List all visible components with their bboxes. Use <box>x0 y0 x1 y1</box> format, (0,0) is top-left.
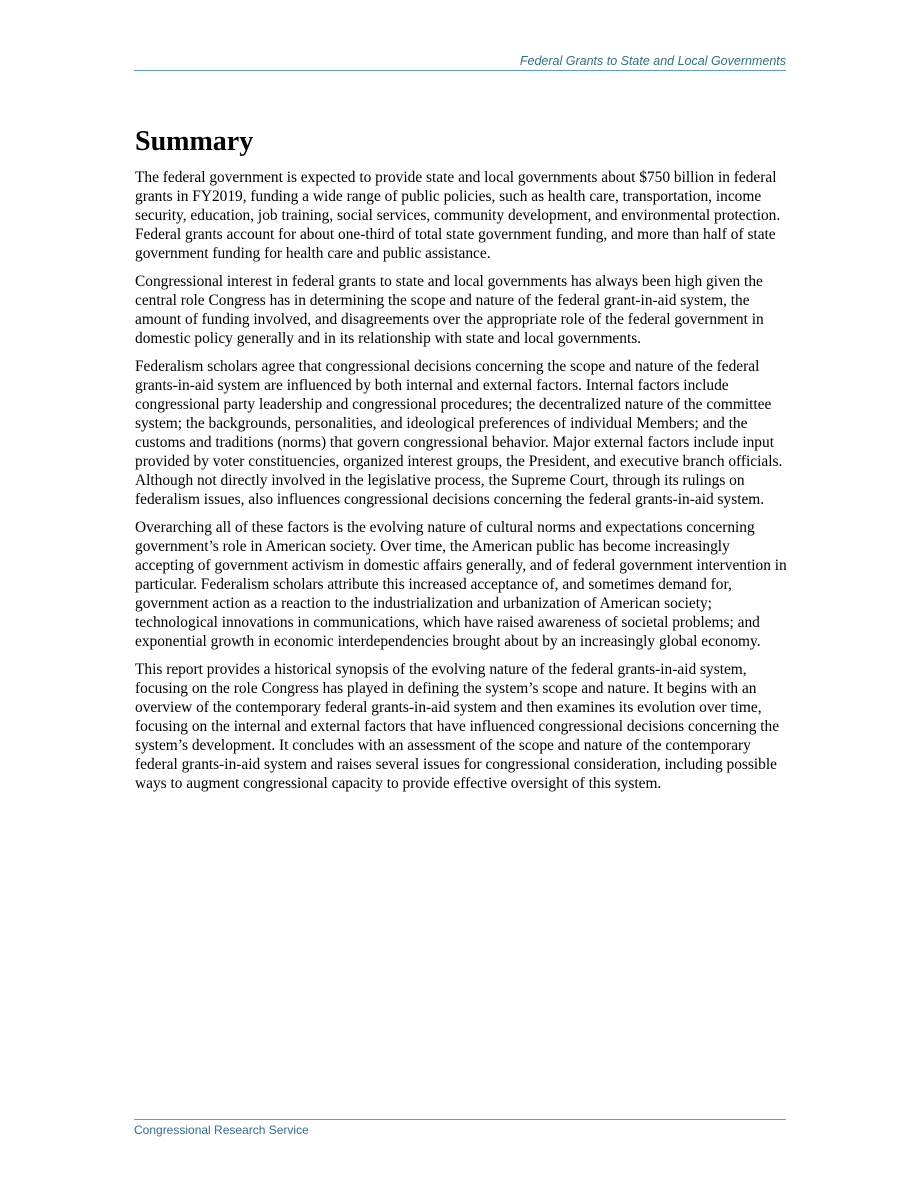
summary-paragraph-5: This report provides a historical synopsis of the evolving nature of the federal grants-in-aid system, focusing on the role Congress has played in defining the system’s scope and nature. It begins with an overview of the contemporary federal grants-in-aid system and then examines its evolution over time, focusing on the internal and external factors that have influenced congressional decisions concerning the system’s development. It concludes with an assessment of the scope and nature of the contemporary federal grants-in-aid system and raises several issues for congressional consideration, including possible ways to augment congressional capacity to provide effective oversight of this system. <box>135 661 780 792</box>
summary-heading: Summary <box>135 126 254 157</box>
summary-paragraph-4: Overarching all of these factors is the evolving nature of cultural norms and expectations concerning government’s role in American society. Over time, the American public has become increasingly accepting of government activism in domestic affairs generally, and of federal government intervention in particular. Federalism scholars attribute this increased acceptance of, and sometimes demand for, government action as a reaction to the industrialization and urbanization of American society; technological innovations in communications, which have raised awareness of societal problems; and exponential growth in economic interdependencies brought about by an increasingly global economy. <box>135 519 787 650</box>
summary-paragraph-1: The federal government is expected to provide state and local governments about $750 billion in federal grants in FY2019, funding a wide range of public policies, such as health care, transportation, income security, education, job training, social services, community development, and environmental protection. Federal grants account for about one-third of total state government funding, and more than half of state government funding for health care and public assistance. <box>135 169 781 262</box>
running-header-title: Federal Grants to State and Local Governments <box>519 54 786 68</box>
footer-organization: Congressional Research Service <box>134 1123 309 1137</box>
summary-paragraph-3: Federalism scholars agree that congressional decisions concerning the scope and nature of the federal grants-in-aid system are influenced by both internal and external factors. Internal factors include congressional party leadership and congressional procedures; the decentralized nature of the committee system; the backgrounds, personalities, and ideological preferences of individual Members; and the customs and traditions (norms) that govern congressional behavior. Major external factors include input provided by voter constituencies, organized interest groups, the President, and executive branch officials. Although not directly involved in the legislative process, the Supreme Court, through its rulings on federalism issues, also influences congressional decisions concerning the federal grants-in-aid system. <box>135 358 783 508</box>
summary-section <box>135 124 787 802</box>
summary-paragraph-2: Congressional interest in federal grants to state and local governments has always been high given the central role Congress has in determining the scope and nature of the federal grant-in-aid system, the amount of funding involved, and disagreements over the appropriate role of the federal government in domestic policy generally and in its relationship with state and local governments. <box>135 273 764 347</box>
running-header <box>134 54 786 71</box>
running-footer <box>134 1119 786 1138</box>
